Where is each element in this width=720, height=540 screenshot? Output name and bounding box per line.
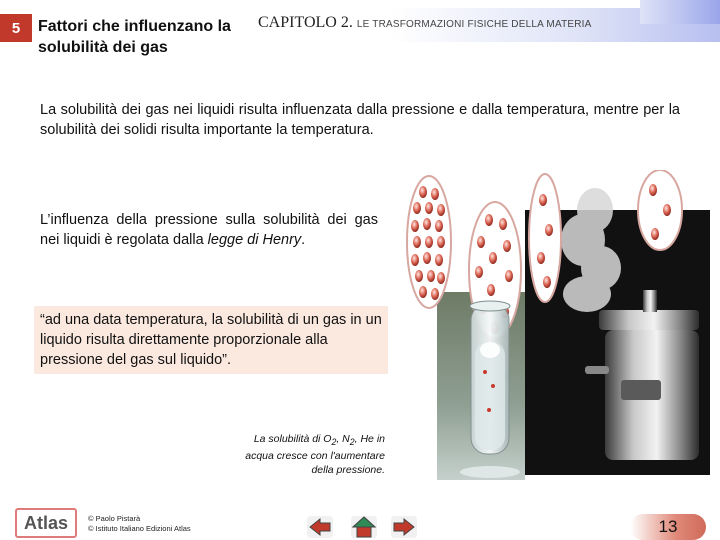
molecule-circle-sparse	[638, 170, 682, 250]
henry-law-term: legge di Henry	[207, 232, 302, 248]
credits	[88, 514, 191, 534]
chapter-number-badge: 5	[0, 14, 32, 42]
henry-law-quote: “ad una data temperatura, la solubilità di un gas in un liquido risulta direttamente proporzionale alla pressione del gas sul liquido”.	[34, 306, 388, 374]
caption-subscript: 2	[349, 437, 355, 448]
henry-paragraph	[40, 210, 378, 250]
credit-author: © Paolo Pistarà	[88, 514, 141, 523]
henry-text: L’influenza della pressione sulla solubilità dei gas nei liquidi è regolata dalla	[40, 212, 378, 248]
image-caption	[215, 432, 385, 477]
caption-text: , He in	[354, 433, 385, 445]
test-tube-photo	[395, 172, 525, 480]
next-arrow-icon[interactable]	[390, 514, 418, 540]
intro-paragraph: La solubilità dei gas nei liquidi risulta influenzata dalla pressione e dalla temperatura, mentre per la solubilità dei solidi risulta importante la temperatura.	[40, 102, 680, 138]
caption-text: acqua cresce con l'aumentare	[245, 450, 385, 463]
chapter-main-label: CAPITOLO 2.	[258, 14, 353, 31]
caption-text: , N	[336, 433, 350, 445]
caption-text: della pressione.	[311, 464, 385, 477]
pressure-cooker-photo	[525, 170, 710, 475]
chapter-heading	[258, 14, 592, 32]
henry-suffix: .	[301, 232, 306, 248]
caption-subscript: 2	[331, 437, 337, 448]
credit-publisher: © Istituto Italiano Edizioni Atlas	[88, 524, 191, 533]
home-icon[interactable]	[350, 514, 378, 540]
chapter-sub-label: LE TRASFORMAZIONI FISICHE DELLA MATERIA	[356, 19, 592, 30]
previous-arrow-icon[interactable]	[306, 514, 334, 540]
atlas-logo: Atlas	[15, 508, 77, 538]
page-number: 13	[630, 514, 706, 540]
header-corner-decoration	[640, 0, 720, 24]
caption-text: La solubilità di O	[253, 433, 332, 445]
page-title: Fattori che influenzano la solubilità dei gas	[38, 18, 231, 56]
